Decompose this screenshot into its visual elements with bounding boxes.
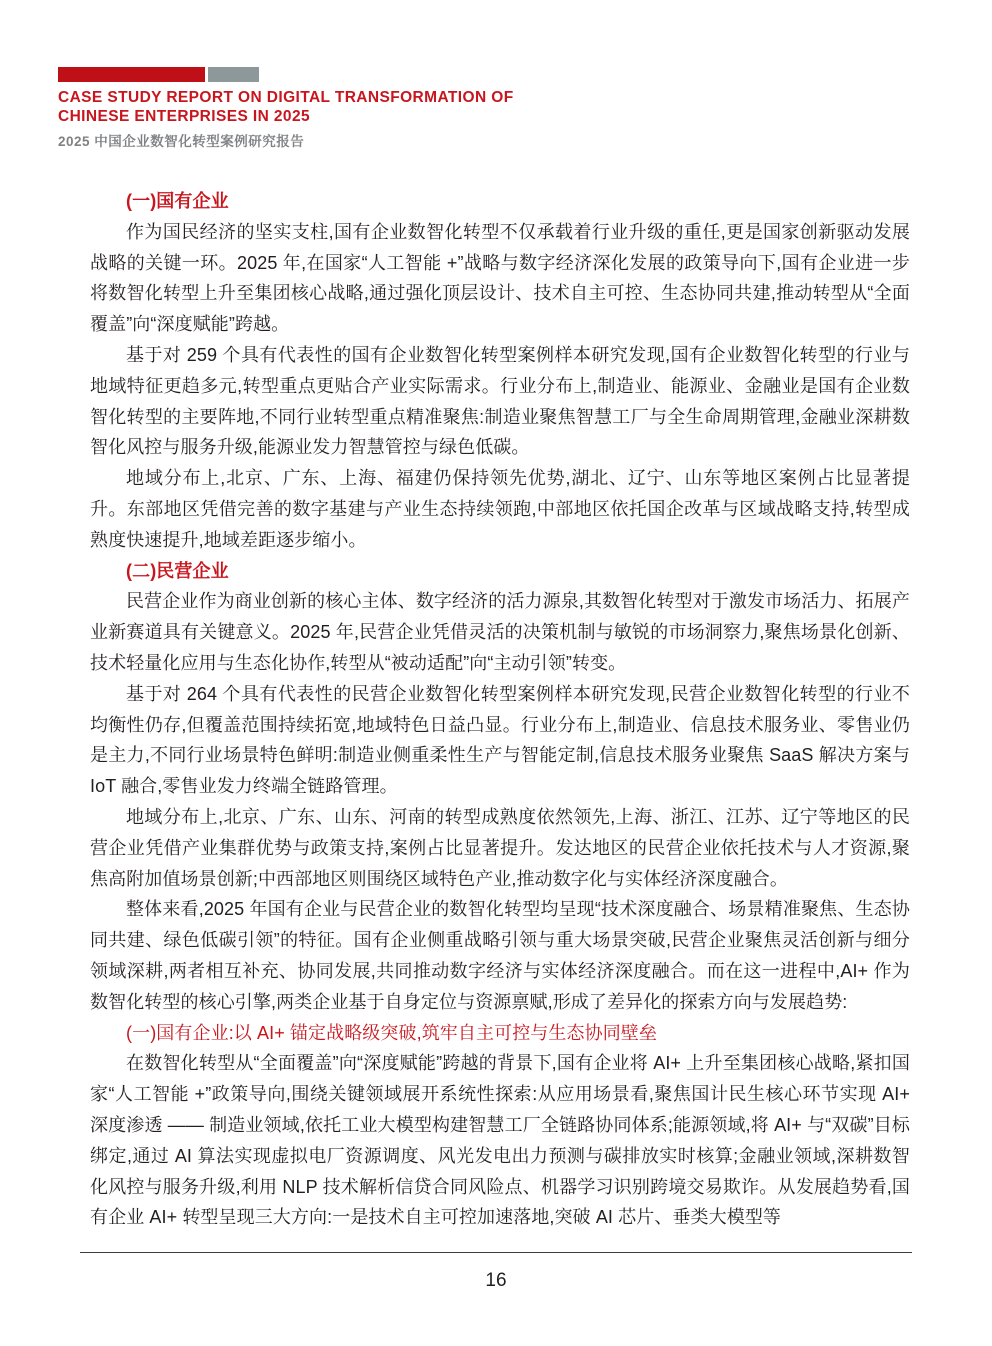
paragraph: 民营企业作为商业创新的核心主体、数字经济的活力源泉,其数智化转型对于激发市场活力、拓展产业新赛道具有关键意义。2025 年,民营企业凭借灵活的决策机制与敏锐的市场洞察力,聚焦场景化创新、技术轻量化应用与生态化协作,转型从“被动适配”向“主动引领”转变。 bbox=[90, 591, 910, 673]
paragraph: 地域分布上,北京、广东、山东、河南的转型成熟度依然领先,上海、浙江、江苏、辽宁等地区的民营企业凭借产业集群优势与政策支持,案例占比显著提升。发达地区的民营企业依托技术与人才资源,聚焦高附加值场景创新;中西部地区则围绕区域特色产业,推动数字化与实体经济深度融合。 bbox=[90, 806, 910, 889]
footer-divider bbox=[80, 1252, 912, 1253]
paragraph: 在数智化转型从“全面覆盖”向“深度赋能”跨越的背景下,国有企业将 AI+ 上升至集团核心战略,紧扣国家“人工智能 +”政策导向,围绕关键领域展开系统性探索:从应用场景看,聚焦国计民生核心环节实现 AI+ 深度渗透 —— 制造业领域,依托工业大模型构建智慧工厂全链路协同体系;能源领域,将 AI+ 与“双碳”目标绑定,通过 AI 算法实现虚拟电厂资源调度、风光发电出力预测与碳排放实时核算;金融业领域,深耕数智化风控与服务升级,利用 NLP 技术解析信贷合同风险点、机器学习识别跨境交易欺诈。从发展趋势看,国有企业 AI+ 转型呈现三大方向:一是技术自主可控加速落地,突破 AI 芯片、垂类大模型等 bbox=[90, 1053, 910, 1228]
paragraph: 基于对 264 个具有代表性的民营企业数智化转型案例样本研究发现,民营企业数智化转型的行业不均衡性仍存,但覆盖范围持续拓宽,地域特色日益凸显。行业分布上,制造业、信息技术服务业、零售业仍是主力,不同行业场景特色鲜明:制造业侧重柔性生产与智能定制,信息技术服务业聚焦 SaaS 解决方案与 IoT 融合,零售业发力终端全链路管理。 bbox=[90, 683, 910, 797]
paragraph: 整体来看,2025 年国有企业与民营企业的数智化转型均呈现“技术深度融合、场景精准聚焦、生态协同共建、绿色低碳引领”的特征。国有企业侧重战略引领与重大场景突破,民营企业聚焦灵活创新与细分领域深耕,两者相互补充、协同发展,共同推动数字经济与实体经济深度融合。而在这一进程中,AI+ 作为数智化转型的核心引擎,两类企业基于自身定位与资源禀赋,形成了差异化的探索方向与发展趋势: bbox=[90, 899, 910, 1012]
report-title-line1: CASE STUDY REPORT ON DIGITAL TRANSFORMATION OF bbox=[58, 89, 514, 106]
paragraph: 作为国民经济的坚实支柱,国有企业数智化转型不仅承载着行业升级的重任,更是国家创新驱动发展战略的关键一环。2025 年,在国家“人工智能 +”战略与数字经济深化发展的政策导向下,国有企业进一步将数智化转型上升至集团核心战略,通过强化顶层设计、技术自主可控、生态协同共建,推动转型从“全面覆盖”向“深度赋能”跨越。 bbox=[90, 221, 910, 335]
report-title-line2: CHINESE ENTERPRISES IN 2025 bbox=[58, 108, 310, 125]
report-subtitle-chinese: 2025 中国企业数智化转型案例研究报告 bbox=[58, 134, 305, 149]
paragraph: 基于对 259 个具有代表性的国有企业数智化转型案例样本研究发现,国有企业数智化转型的行业与地域特征更趋多元,转型重点更贴合产业实际需求。行业分布上,制造业、能源业、金融业是国有企业数智化转型的主要阵地,不同行业转型重点精准聚焦:制造业聚焦智慧工厂与全生命周期管理,金融业深耕数智化风控与服务升级,能源业发力智慧管控与绿色低碳。 bbox=[90, 344, 910, 458]
red-accent-bar bbox=[58, 67, 205, 82]
report-header bbox=[58, 67, 918, 150]
header-accent-bars bbox=[58, 67, 918, 82]
section-heading-soe: (一)国有企业 bbox=[126, 191, 229, 211]
section-heading-private: (二)民营企业 bbox=[126, 560, 229, 581]
paragraph: 地域分布上,北京、广东、上海、福建仍保持领先优势,湖北、辽宁、山东等地区案例占比显著提升。东部地区凭借完善的数字基建与产业生态持续领跑,中部地区依托国企改革与区域战略支持,转型成熟度快速提升,地域差距逐步缩小。 bbox=[90, 468, 910, 550]
page-body bbox=[90, 186, 910, 1233]
page-number: 16 bbox=[485, 1270, 507, 1291]
gray-accent-bar bbox=[208, 67, 259, 82]
report-title-english bbox=[58, 88, 918, 126]
subheading-soe-ai: (一)国有企业:以 AI+ 锚定战略级突破,筑牢自主可控与生态协同壁垒 bbox=[126, 1022, 658, 1043]
